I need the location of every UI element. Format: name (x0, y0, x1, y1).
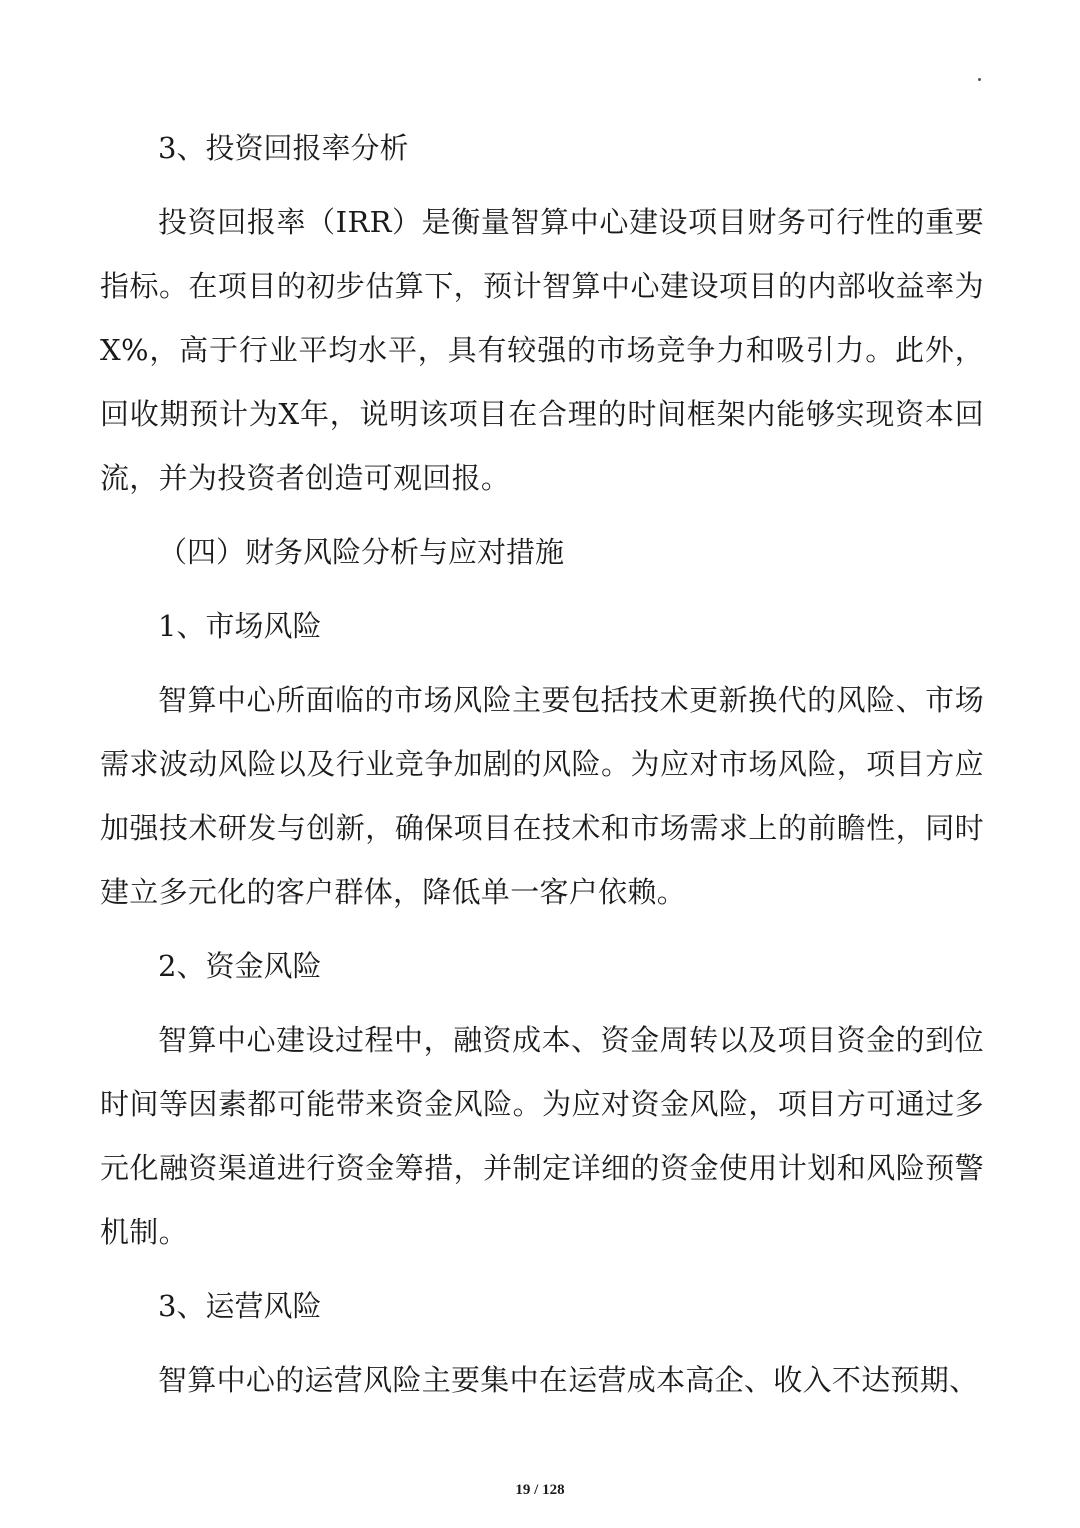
page-content (100, 116, 984, 1422)
paragraph-operation-risk: 智算中心的运营风险主要集中在运营成本高企、收入不达预期、 (158, 1363, 979, 1397)
paragraph-irr: 投资回报率（IRR）是衡量智算中心建设项目财务可行性的重要指标。在项目的初步估算下，预计智算中心建设项目的内部收益率为X%，高于行业平均水平，具有较强的市场竞争力和吸引力。此外，回收期预计为X年，说明该项目在合理的时间框架内能够实现资本回流，并为投资者创造可观回报。 (100, 205, 984, 495)
corner-mark (978, 78, 981, 81)
section-heading-market-risk: 1、市场风险 (158, 609, 322, 643)
section-heading-operation-risk: 3、运营风险 (158, 1289, 322, 1323)
section-heading-capital-risk: 2、资金风险 (158, 949, 322, 983)
section-heading-irr: 3、投资回报率分析 (158, 131, 409, 165)
paragraph-market-risk: 智算中心所面临的市场风险主要包括技术更新换代的风险、市场需求波动风险以及行业竞争加剧的风险。为应对市场风险，项目方应加强技术研发与创新，确保项目在技术和市场需求上的前瞻性，同时建立多元化的客户群体，降低单一客户依赖。 (100, 683, 984, 909)
page-number: 19 / 128 (515, 1482, 565, 1498)
part-heading-financial-risk: （四）财务风险分析与应对措施 (158, 535, 565, 569)
paragraph-capital-risk: 智算中心建设过程中，融资成本、资金周转以及项目资金的到位时间等因素都可能带来资金风险。为应对资金风险，项目方可通过多元化融资渠道进行资金筹措，并制定详细的资金使用计划和风险预警机制。 (100, 1023, 984, 1249)
